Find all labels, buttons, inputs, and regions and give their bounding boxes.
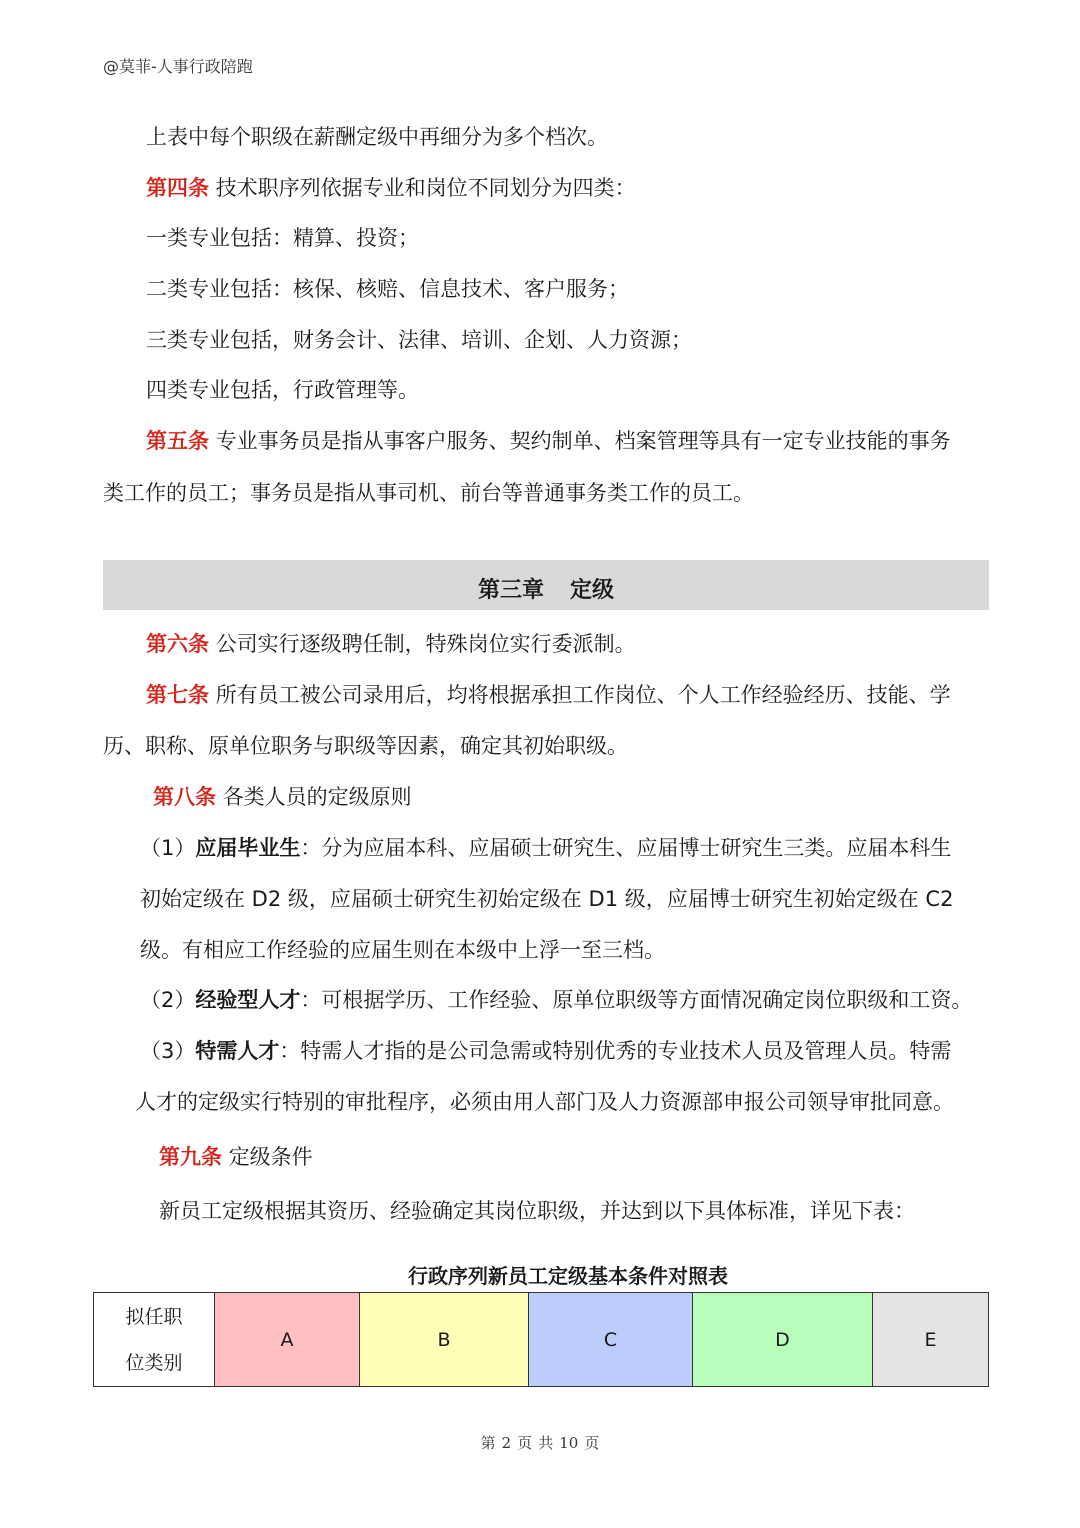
article-5-line2: 类工作的员工；事务员是指从事司机、前台等普通事务类工作的员工。 — [103, 481, 754, 505]
article-4-text: 技术职序列依据专业和岗位不同划分为四类： — [215, 176, 636, 200]
page-footer — [0, 1432, 1080, 1453]
chapter-heading — [103, 560, 989, 610]
chapter-title: 定级 — [570, 578, 615, 603]
article-7-line2: 历、职称、原单位职务与职级等因素，确定其初始职级。 — [103, 734, 628, 758]
article-8 — [153, 782, 412, 812]
table-header-line2: 位类别 — [125, 1351, 183, 1374]
item-1 — [140, 833, 951, 863]
table-col-b: B — [360, 1293, 529, 1387]
item-1-line1: ：分为应届本科、应届硕士研究生、应届博士研究生三类。应届本科生 — [300, 836, 952, 860]
category-4: 四类专业包括，行政管理等。 — [146, 378, 419, 402]
article-5 — [146, 426, 951, 456]
item-1-line2: 初始定级在 D2 级，应届硕士研究生初始定级在 D1 级，应届博士研究生初始定级在 C2 — [140, 887, 954, 911]
article-7 — [146, 680, 951, 710]
article-9-label: 第九条 — [159, 1145, 222, 1169]
article-7-label: 第七条 — [146, 683, 209, 707]
article-6-label: 第六条 — [146, 632, 209, 656]
article-8-label: 第八条 — [153, 785, 216, 809]
paragraph-grade-levels: 上表中每个职级在薪酬定级中再细分为多个档次。 — [146, 125, 608, 149]
footer-word-di: 第 — [480, 1434, 496, 1452]
table-header-line1: 拟任职 — [125, 1305, 183, 1328]
article-9 — [159, 1142, 313, 1172]
item-3 — [140, 1036, 951, 1066]
article-6-text: 公司实行逐级聘任制，特殊岗位实行委派制。 — [215, 632, 636, 656]
footer-total-pages: 10 — [559, 1434, 579, 1452]
footer-word-ye: 页 — [517, 1434, 533, 1452]
article-5-label: 第五条 — [146, 429, 209, 453]
item-1-number: （1） — [140, 836, 196, 860]
table-col-d: D — [693, 1293, 873, 1387]
item-3-line2: 人才的定级实行特别的审批程序，必须由用人部门及人力资源部申报公司领导审批同意。 — [135, 1090, 954, 1114]
table-col-e: E — [873, 1293, 989, 1387]
item-1-title: 应届毕业生 — [195, 836, 301, 860]
watermark: @莫菲-人事行政陪跑 — [103, 57, 253, 76]
item-1-line3: 级。有相应工作经验的应届生则在本级中上浮一至三档。 — [140, 938, 665, 962]
category-3: 三类专业包括，财务会计、法律、培训、企划、人力资源； — [146, 328, 692, 352]
footer-word-gong: 共 — [538, 1434, 554, 1452]
article-4 — [146, 173, 636, 203]
article-8-text: 各类人员的定级原则 — [222, 785, 412, 809]
item-2 — [140, 985, 972, 1015]
paragraph-grading-standard: 新员工定级根据其资历、经验确定其岗位职级，并达到以下具体标准，详见下表： — [159, 1199, 915, 1223]
item-3-number: （3） — [140, 1039, 196, 1063]
footer-page-number: 2 — [501, 1434, 512, 1452]
article-6 — [146, 629, 636, 659]
item-2-text: ：可根据学历、工作经验、原单位职级等方面情况确定岗位职级和工资。 — [300, 988, 973, 1012]
item-2-number: （2） — [140, 988, 196, 1012]
table-row — [94, 1293, 989, 1387]
table-col-a: A — [215, 1293, 360, 1387]
item-3-line1: ：特需人才指的是公司急需或特别优秀的专业技术人员及管理人员。特需 — [279, 1039, 952, 1063]
table-title: 行政序列新员工定级基本条件对照表 — [408, 1264, 728, 1288]
table-header-position-category — [94, 1293, 215, 1387]
article-9-text: 定级条件 — [228, 1145, 313, 1169]
footer-word-ye2: 页 — [584, 1434, 600, 1452]
category-1: 一类专业包括：精算、投资； — [146, 226, 419, 250]
item-3-title: 特需人才 — [195, 1039, 280, 1063]
table-col-c: C — [529, 1293, 693, 1387]
chapter-number: 第三章 — [477, 578, 544, 603]
category-2: 二类专业包括：核保、核赔、信息技术、客户服务； — [146, 277, 629, 301]
item-2-title: 经验型人才 — [195, 988, 301, 1012]
article-4-label: 第四条 — [146, 176, 209, 200]
article-7-line1: 所有员工被公司录用后，均将根据承担工作岗位、个人工作经验经历、技能、学 — [215, 683, 951, 707]
grading-table — [93, 1292, 989, 1387]
article-5-line1: 专业事务员是指从事客户服务、契约制单、档案管理等具有一定专业技能的事务 — [215, 429, 951, 453]
